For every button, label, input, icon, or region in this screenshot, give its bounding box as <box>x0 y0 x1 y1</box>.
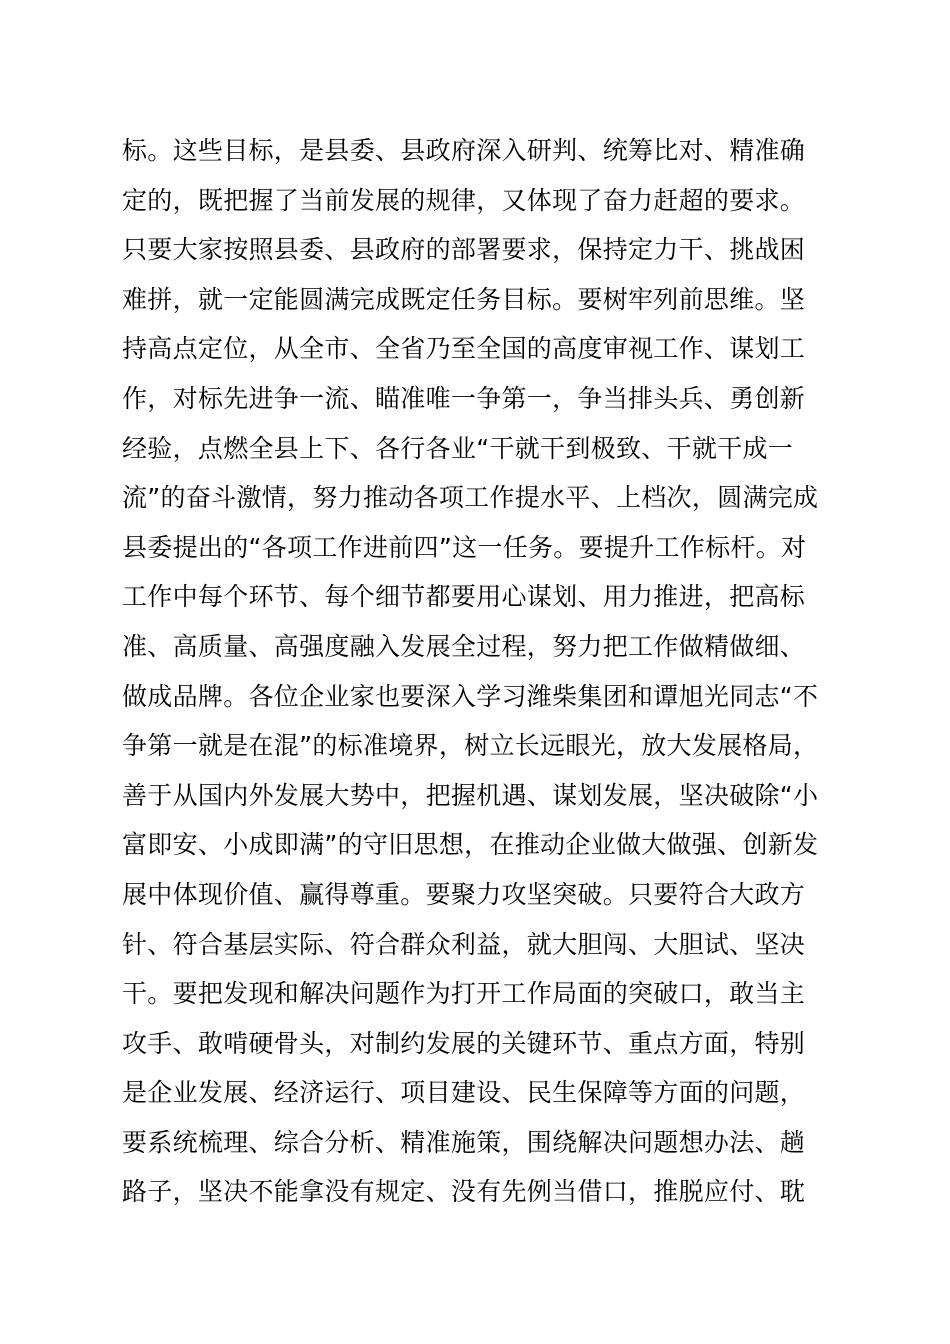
text-line: 难拼，就一定能圆满完成既定任务目标。要树牢列前思维。坚 <box>122 284 806 314</box>
text-line: 展中体现价值、赢得尊重。要聚力攻坚突破。只要符合大政方 <box>122 879 806 909</box>
text-line: 攻手、敢啃硬骨头，对制约发展的关键环节、重点方面，特别 <box>122 1028 806 1058</box>
text-line: 要系统梳理、综合分析、精准施策，围绕解决问题想办法、趟 <box>122 1127 806 1157</box>
text-line: 标。这些目标，是县委、县政府深入研判、统筹比对、精准确 <box>122 136 806 165</box>
text-line: 富即安、小成即满”的守旧思想，在推动企业做大做强、创新发 <box>122 830 819 860</box>
text-line: 是企业发展、经济运行、项目建设、民生保障等方面的问题， <box>122 1078 806 1108</box>
text-line: 经验，点燃全县上下、各行各业“干就干到极致、干就干成一 <box>122 433 794 463</box>
text-line: 善于从国内外发展大势中，把握机遇、谋划发展，坚决破除“小 <box>122 780 819 810</box>
text-line: 流”的奋斗激情，努力推动各项工作提水平、上档次，圆满完成 <box>122 483 819 513</box>
text-line: 路子，坚决不能拿没有规定、没有先例当借口，推脱应付、耽 <box>122 1177 806 1207</box>
text-line: 定的，既把握了当前发展的规律，又体现了奋力赶超的要求。 <box>122 185 806 215</box>
text-line: 争第一就是在混”的标准境界，树立长远眼光，放大发展格局， <box>122 731 819 761</box>
text-line: 准、高质量、高强度融入发展全过程，努力把工作做精做细、 <box>122 631 806 661</box>
body-text <box>122 126 842 1217</box>
text-line: 工作中每个环节、每个细节都要用心谋划、用力推进，把高标 <box>122 582 806 612</box>
text-line: 干。要把发现和解决问题作为打开工作局面的突破口，敢当主 <box>122 979 806 1009</box>
text-line: 持高点定位，从全市、全省乃至全国的高度审视工作、谋划工 <box>122 334 806 364</box>
text-line: 做成品牌。各位企业家也要深入学习潍柴集团和谭旭光同志“不 <box>122 681 819 711</box>
text-line: 县委提出的“各项工作进前四”这一任务。要提升工作标杆。对 <box>122 532 807 562</box>
text-line: 作，对标先进争一流、瞄准唯一争第一，争当排头兵、勇创新 <box>122 383 806 413</box>
text-line: 只要大家按照县委、县政府的部署要求，保持定力干、挑战困 <box>122 235 806 265</box>
text-line: 针、符合基层实际、符合群众利益，就大胆闯、大胆试、坚决 <box>122 929 806 959</box>
